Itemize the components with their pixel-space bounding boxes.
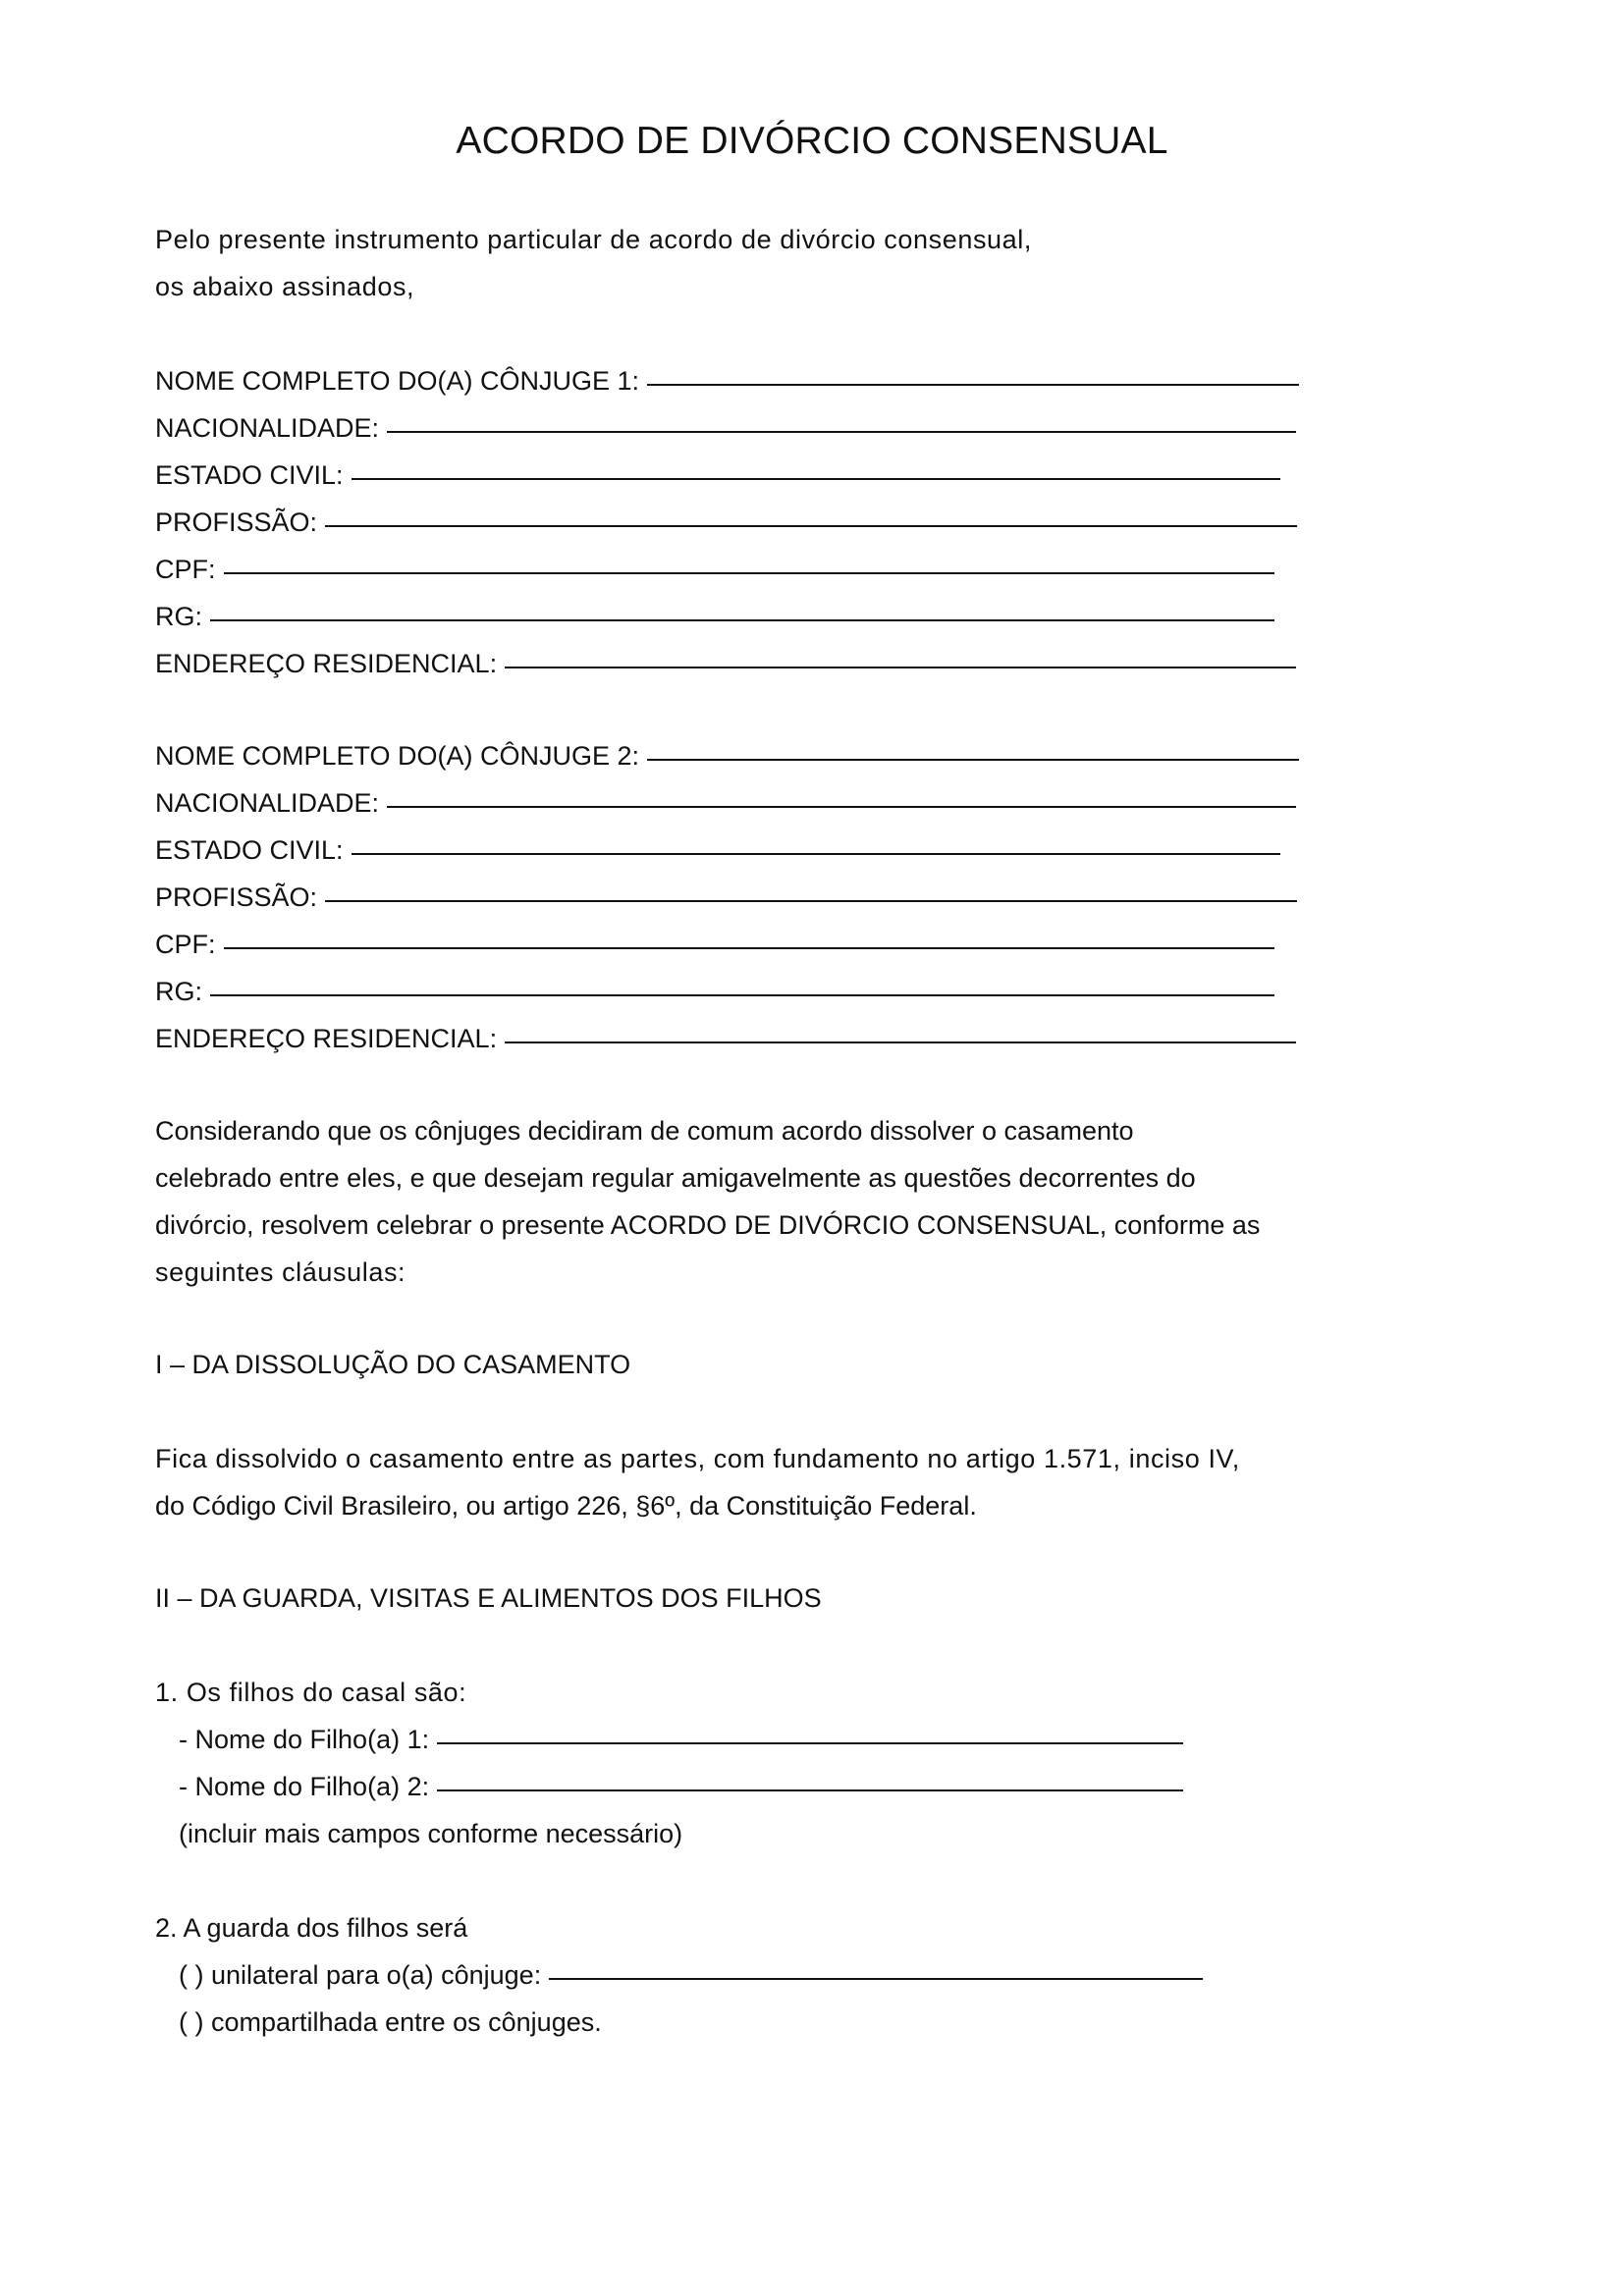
item1-note: (incluir mais campos conforme necessário) [179, 1819, 683, 1848]
spouse2-civil-status-label: ESTADO CIVIL: [155, 835, 344, 865]
section1-line-1: Fica dissolvido o casamento entre as partes, com fundamento no artigo 1.571, inciso IV, [155, 1444, 1240, 1473]
considering-line-1: Considerando que os cônjuges decidiram de comum acordo dissolver o casamento [155, 1116, 1134, 1146]
spouse1-cpf-label: CPF: [155, 555, 216, 584]
spouse1-civil-status-field[interactable] [155, 457, 1280, 493]
item1-text: 1. Os filhos do casal são: [155, 1678, 467, 1707]
spouse1-name-field[interactable] [155, 363, 1299, 399]
section1-heading: I – DA DISSOLUÇÃO DO CASAMENTO [155, 1350, 631, 1379]
child1-name-blank[interactable] [437, 1742, 1183, 1744]
spouse2-rg-blank[interactable] [210, 994, 1274, 996]
spouse2-civil-status-blank[interactable] [352, 853, 1280, 855]
spouse2-cpf-blank[interactable] [224, 947, 1274, 949]
spouse2-rg-label: RG: [155, 977, 203, 1006]
child1-name-field[interactable] [179, 1722, 1183, 1757]
spouse1-rg-field[interactable] [155, 599, 1274, 634]
section2-heading: II – DA GUARDA, VISITAS E ALIMENTOS DOS FILHOS [155, 1583, 822, 1613]
spouse1-profession-field[interactable] [155, 505, 1297, 540]
spouse1-profession-blank[interactable] [325, 525, 1297, 527]
spouse2-name-blank[interactable] [647, 759, 1299, 761]
spouse2-rg-field[interactable] [155, 974, 1274, 1009]
spouse1-address-label: ENDEREÇO RESIDENCIAL: [155, 649, 498, 678]
spouse1-name-blank[interactable] [647, 384, 1299, 386]
spouse2-address-blank[interactable] [505, 1041, 1296, 1043]
spouse2-civil-status-field[interactable] [155, 832, 1280, 868]
spouse1-profession-label: PROFISSÃO: [155, 507, 318, 537]
section1-line-2: do Código Civil Brasileiro, ou artigo 226, §6º, da Constituição Federal. [155, 1491, 977, 1521]
spouse1-civil-status-blank[interactable] [352, 478, 1280, 480]
considering-line-3: divórcio, resolvem celebrar o presente ACORDO DE DIVÓRCIO CONSENSUAL, conforme as [155, 1210, 1261, 1240]
considering-line-2: celebrado entre eles, e que desejam regular amigavelmente as questões decorrentes do [155, 1163, 1196, 1193]
child2-name-blank[interactable] [437, 1789, 1183, 1791]
custody-unilateral-label: ( ) unilateral para o(a) cônjuge: [179, 1960, 542, 1990]
child1-name-label: - Nome do Filho(a) 1: [179, 1725, 430, 1754]
considering-line-4: seguintes cláusulas: [155, 1257, 406, 1287]
spouse2-nationality-blank[interactable] [387, 806, 1296, 808]
spouse1-cpf-blank[interactable] [224, 572, 1274, 574]
spouse1-name-label: NOME COMPLETO DO(A) CÔNJUGE 1: [155, 366, 640, 396]
spouse2-address-field[interactable] [155, 1021, 1296, 1056]
child2-name-field[interactable] [179, 1769, 1183, 1804]
spouse1-nationality-label: NACIONALIDADE: [155, 413, 380, 443]
custody-shared-option[interactable]: ( ) compartilhada entre os cônjuges. [179, 2007, 602, 2037]
intro-line-1: Pelo presente instrumento particular de acordo de divórcio consensual, [155, 225, 1032, 254]
spouse1-nationality-field[interactable] [155, 410, 1296, 446]
spouse2-profession-field[interactable] [155, 880, 1297, 915]
spouse1-nationality-blank[interactable] [387, 431, 1296, 433]
spouse1-rg-label: RG: [155, 602, 203, 631]
item2-text: 2. A guarda dos filhos será [155, 1913, 468, 1943]
spouse1-address-field[interactable] [155, 646, 1296, 681]
custody-unilateral-field[interactable] [179, 1957, 1203, 1993]
spouse2-profession-label: PROFISSÃO: [155, 882, 318, 912]
custody-unilateral-blank[interactable] [549, 1978, 1203, 1980]
spouse2-address-label: ENDEREÇO RESIDENCIAL: [155, 1024, 498, 1053]
spouse1-address-blank[interactable] [505, 667, 1296, 668]
spouse2-name-label: NOME COMPLETO DO(A) CÔNJUGE 2: [155, 741, 640, 771]
intro-line-2: os abaixo assinados, [155, 272, 415, 301]
spouse1-civil-status-label: ESTADO CIVIL: [155, 460, 344, 490]
spouse2-nationality-label: NACIONALIDADE: [155, 788, 380, 818]
document-title: ACORDO DE DIVÓRCIO CONSENSUAL [456, 120, 1168, 162]
spouse2-nationality-field[interactable] [155, 785, 1296, 821]
spouse2-cpf-label: CPF: [155, 930, 216, 959]
spouse2-name-field[interactable] [155, 738, 1299, 774]
child2-name-label: - Nome do Filho(a) 2: [179, 1772, 430, 1801]
spouse1-rg-blank[interactable] [210, 619, 1274, 621]
spouse2-cpf-field[interactable] [155, 927, 1274, 962]
spouse2-profession-blank[interactable] [325, 900, 1297, 902]
spouse1-cpf-field[interactable] [155, 552, 1274, 587]
